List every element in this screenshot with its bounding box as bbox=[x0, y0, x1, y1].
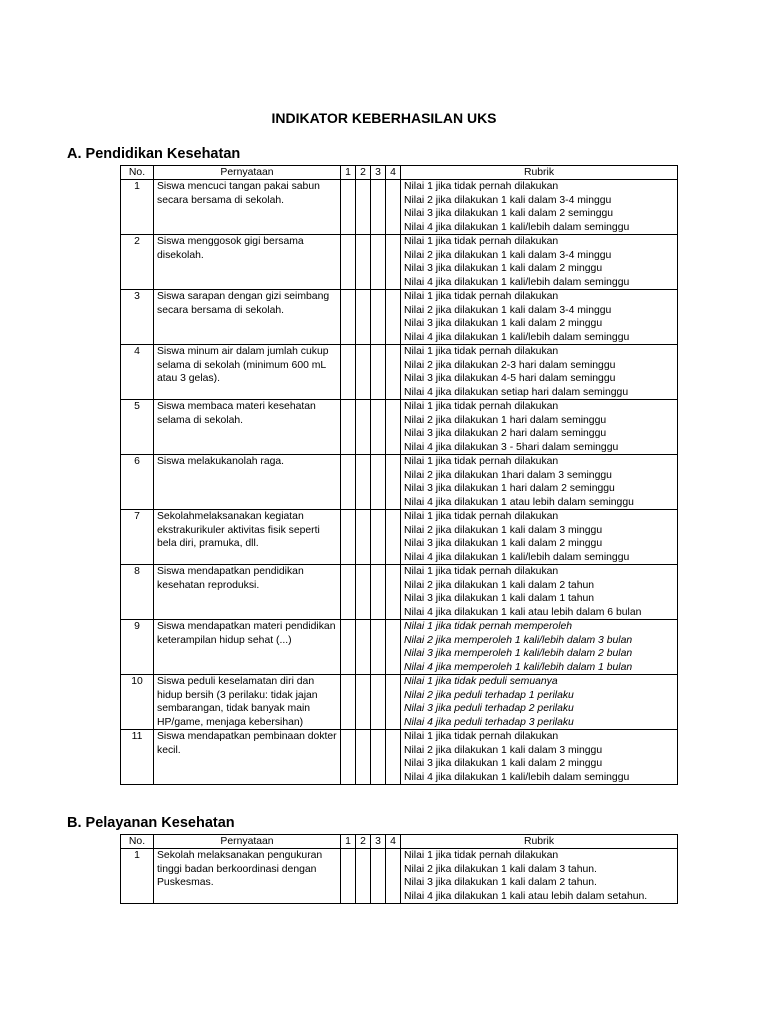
row-rubric bbox=[401, 620, 678, 675]
score-cell-3[interactable] bbox=[371, 849, 386, 904]
rubric-line: Nilai 4 jika dilakukan 1 kali/lebih dalam seminggu bbox=[404, 276, 630, 288]
score-cell-2[interactable] bbox=[356, 565, 371, 620]
rubric-line: Nilai 1 jika tidak pernah dilakukan bbox=[404, 236, 559, 247]
rubric-line: Nilai 4 jika dilakukan 1 kali/lebih dalam seminggu bbox=[404, 331, 630, 343]
rubric-line: Nilai 4 jika peduli terhadap 3 perilaku bbox=[404, 716, 574, 728]
score-cell-3[interactable] bbox=[371, 455, 386, 510]
rubric-line: Nilai 1 jika tidak pernah dilakukan bbox=[404, 511, 559, 522]
rubric-line: Nilai 2 jika peduli terhadap 1 perilaku bbox=[404, 689, 574, 701]
rubric-line: Nilai 2 jika dilakukan 2-3 hari dalam seminggu bbox=[404, 359, 616, 371]
score-cell-2[interactable] bbox=[356, 675, 371, 730]
row-statement: Siswa melakukanolah raga. bbox=[154, 455, 341, 510]
row-statement: Siswa minum air dalam jumlah cukup selama di sekolah (minimum 600 mL atau 3 gelas). bbox=[154, 345, 341, 400]
table-row bbox=[121, 345, 678, 400]
score-cell-4[interactable] bbox=[386, 565, 401, 620]
header-no: No. bbox=[121, 166, 154, 180]
header-rubric: Rubrik bbox=[401, 166, 678, 180]
row-rubric bbox=[401, 510, 678, 565]
score-cell-1[interactable] bbox=[341, 849, 356, 904]
table-header-row bbox=[121, 835, 678, 849]
score-cell-1[interactable] bbox=[341, 290, 356, 345]
rubric-line: Nilai 4 jika dilakukan 1 kali/lebih dalam seminggu bbox=[404, 551, 630, 563]
row-rubric bbox=[401, 400, 678, 455]
row-rubric bbox=[401, 290, 678, 345]
score-cell-2[interactable] bbox=[356, 455, 371, 510]
table-row bbox=[121, 290, 678, 345]
header-statement: Pernyataan bbox=[154, 835, 341, 849]
score-cell-1[interactable] bbox=[341, 620, 356, 675]
score-cell-3[interactable] bbox=[371, 290, 386, 345]
table-row bbox=[121, 730, 678, 785]
section-a-body bbox=[121, 180, 678, 785]
row-rubric bbox=[401, 849, 678, 904]
table-row bbox=[121, 510, 678, 565]
rubric-line: Nilai 2 jika dilakukan 1 kali dalam 3-4 minggu bbox=[404, 249, 612, 261]
rubric-line: Nilai 3 jika dilakukan 2 hari dalam seminggu bbox=[404, 428, 607, 439]
row-rubric bbox=[401, 180, 678, 235]
score-cell-1[interactable] bbox=[341, 455, 356, 510]
rubric-line: Nilai 1 jika tidak pernah dilakukan bbox=[404, 731, 559, 742]
score-cell-3[interactable] bbox=[371, 345, 386, 400]
rubric-line: Nilai 4 jika dilakukan 1 kali/lebih dalam seminggu bbox=[404, 771, 630, 783]
row-number: 9 bbox=[121, 620, 154, 675]
rubric-line: Nilai 3 jika peduli terhadap 2 perilaku bbox=[404, 703, 574, 714]
score-cell-3[interactable] bbox=[371, 180, 386, 235]
rubric-line: Nilai 1 jika tidak pernah dilakukan bbox=[404, 401, 559, 412]
rubric-line: Nilai 4 jika dilakukan 1 kali/lebih dalam seminggu bbox=[404, 221, 630, 233]
row-number: 2 bbox=[121, 235, 154, 290]
row-statement: Siswa mendapatkan materi pendidikan keterampilan hidup sehat (...) bbox=[154, 620, 341, 675]
rubric-line: Nilai 1 jika tidak pernah dilakukan bbox=[404, 181, 559, 192]
score-cell-4[interactable] bbox=[386, 290, 401, 345]
score-cell-4[interactable] bbox=[386, 510, 401, 565]
rubric-line: Nilai 1 jika tidak pernah dilakukan bbox=[404, 566, 559, 577]
rubric-line: Nilai 3 jika dilakukan 1 kali dalam 2 minggu bbox=[404, 758, 603, 769]
rubric-line: Nilai 2 jika dilakukan 1 kali dalam 3 tahun. bbox=[404, 863, 597, 875]
header-score-2: 2 bbox=[356, 166, 371, 180]
score-cell-1[interactable] bbox=[341, 565, 356, 620]
score-cell-1[interactable] bbox=[341, 730, 356, 785]
header-score-3: 3 bbox=[371, 166, 386, 180]
score-cell-2[interactable] bbox=[356, 510, 371, 565]
row-number: 4 bbox=[121, 345, 154, 400]
row-number: 1 bbox=[121, 180, 154, 235]
document-title: INDIKATOR KEBERHASILAN UKS bbox=[271, 110, 497, 126]
table-header-row bbox=[121, 166, 678, 180]
row-rubric bbox=[401, 675, 678, 730]
score-cell-2[interactable] bbox=[356, 235, 371, 290]
rubric-line: Nilai 2 jika dilakukan 1 kali dalam 3-4 minggu bbox=[404, 304, 612, 316]
score-cell-4[interactable] bbox=[386, 675, 401, 730]
table-row bbox=[121, 235, 678, 290]
score-cell-4[interactable] bbox=[386, 235, 401, 290]
table-row bbox=[121, 180, 678, 235]
rubric-line: Nilai 1 jika tidak pernah dilakukan bbox=[404, 456, 559, 467]
row-statement: Sekolahmelaksanakan kegiatan ekstrakurikuler aktivitas fisik seperti bela diri, pramuka, dll. bbox=[154, 510, 341, 565]
score-cell-2[interactable] bbox=[356, 620, 371, 675]
score-cell-4[interactable] bbox=[386, 730, 401, 785]
rubric-line: Nilai 3 jika dilakukan 1 kali dalam 2 minggu bbox=[404, 318, 603, 329]
header-score-2: 2 bbox=[356, 835, 371, 849]
table-row bbox=[121, 620, 678, 675]
rubric-line: Nilai 3 jika dilakukan 1 kali dalam 2 minggu bbox=[404, 263, 603, 274]
rubric-line: Nilai 4 jika dilakukan setiap hari dalam seminggu bbox=[404, 386, 629, 398]
table-row bbox=[121, 400, 678, 455]
score-cell-4[interactable] bbox=[386, 849, 401, 904]
score-cell-2[interactable] bbox=[356, 849, 371, 904]
score-cell-3[interactable] bbox=[371, 620, 386, 675]
rubric-line: Nilai 1 jika tidak peduli semuanya bbox=[404, 676, 558, 687]
rubric-line: Nilai 2 jika dilakukan 1hari dalam 3 seminggu bbox=[404, 469, 612, 481]
header-no: No. bbox=[121, 835, 154, 849]
rubric-line: Nilai 3 jika dilakukan 1 kali dalam 1 tahun bbox=[404, 593, 595, 604]
rubric-line: Nilai 1 jika tidak pernah dilakukan bbox=[404, 346, 559, 357]
row-statement: Siswa mendapatkan pembinaan dokter kecil. bbox=[154, 730, 341, 785]
row-statement: Siswa sarapan dengan gizi seimbang secara bersama di sekolah. bbox=[154, 290, 341, 345]
score-cell-4[interactable] bbox=[386, 455, 401, 510]
row-rubric bbox=[401, 565, 678, 620]
score-cell-1[interactable] bbox=[341, 675, 356, 730]
rubric-line: Nilai 1 jika tidak pernah dilakukan bbox=[404, 850, 559, 861]
row-statement: Sekolah melaksanakan pengukuran tinggi badan berkoordinasi dengan Puskesmas. bbox=[154, 849, 341, 904]
section-b-table bbox=[120, 834, 678, 904]
header-rubric: Rubrik bbox=[401, 835, 678, 849]
score-cell-1[interactable] bbox=[341, 235, 356, 290]
rubric-line: Nilai 1 jika tidak pernah memperoleh bbox=[404, 621, 573, 632]
rubric-line: Nilai 2 jika memperoleh 1 kali/lebih dalam 3 bulan bbox=[404, 634, 633, 646]
header-score-4: 4 bbox=[386, 166, 401, 180]
section-a-title: A. Pendidikan Kesehatan bbox=[67, 146, 241, 162]
rubric-line: Nilai 4 jika dilakukan 1 kali atau lebih dalam setahun. bbox=[404, 890, 648, 902]
score-cell-1[interactable] bbox=[341, 400, 356, 455]
row-rubric bbox=[401, 345, 678, 400]
score-cell-4[interactable] bbox=[386, 400, 401, 455]
score-cell-2[interactable] bbox=[356, 345, 371, 400]
section-b-body bbox=[121, 849, 678, 904]
row-number: 5 bbox=[121, 400, 154, 455]
score-cell-1[interactable] bbox=[341, 345, 356, 400]
row-number: 6 bbox=[121, 455, 154, 510]
score-cell-2[interactable] bbox=[356, 180, 371, 235]
rubric-line: Nilai 3 jika dilakukan 1 kali dalam 2 tahun. bbox=[404, 877, 597, 888]
rubric-line: Nilai 2 jika dilakukan 1 kali dalam 3 minggu bbox=[404, 744, 603, 756]
rubric-line: Nilai 2 jika dilakukan 1 hari dalam seminggu bbox=[404, 414, 607, 426]
row-number: 3 bbox=[121, 290, 154, 345]
header-score-1: 1 bbox=[341, 166, 356, 180]
table-row bbox=[121, 675, 678, 730]
score-cell-3[interactable] bbox=[371, 675, 386, 730]
section-a-table bbox=[120, 165, 678, 785]
row-rubric bbox=[401, 235, 678, 290]
score-cell-4[interactable] bbox=[386, 345, 401, 400]
row-number: 7 bbox=[121, 510, 154, 565]
row-rubric bbox=[401, 730, 678, 785]
rubric-line: Nilai 2 jika dilakukan 1 kali dalam 3-4 minggu bbox=[404, 194, 612, 206]
score-cell-4[interactable] bbox=[386, 620, 401, 675]
row-number: 1 bbox=[121, 849, 154, 904]
table-row bbox=[121, 455, 678, 510]
score-cell-1[interactable] bbox=[341, 510, 356, 565]
rubric-line: Nilai 3 jika dilakukan 1 kali dalam 2 seminggu bbox=[404, 208, 614, 219]
score-cell-4[interactable] bbox=[386, 180, 401, 235]
rubric-line: Nilai 3 jika memperoleh 1 kali/lebih dalam 2 bulan bbox=[404, 648, 633, 659]
header-score-3: 3 bbox=[371, 835, 386, 849]
table-row bbox=[121, 849, 678, 904]
row-number: 8 bbox=[121, 565, 154, 620]
score-cell-3[interactable] bbox=[371, 730, 386, 785]
score-cell-1[interactable] bbox=[341, 180, 356, 235]
score-cell-3[interactable] bbox=[371, 510, 386, 565]
rubric-line: Nilai 3 jika dilakukan 4-5 hari dalam seminggu bbox=[404, 373, 616, 384]
section-b-title: B. Pelayanan Kesehatan bbox=[67, 815, 235, 831]
rubric-line: Nilai 4 jika memperoleh 1 kali/lebih dalam 1 bulan bbox=[404, 661, 633, 673]
rubric-line: Nilai 2 jika dilakukan 1 kali dalam 2 tahun bbox=[404, 579, 595, 591]
row-statement: Siswa membaca materi kesehatan selama di sekolah. bbox=[154, 400, 341, 455]
rubric-line: Nilai 1 jika tidak pernah dilakukan bbox=[404, 291, 559, 302]
row-statement: Siswa menggosok gigi bersama disekolah. bbox=[154, 235, 341, 290]
header-score-4: 4 bbox=[386, 835, 401, 849]
row-number: 11 bbox=[121, 730, 154, 785]
rubric-line: Nilai 3 jika dilakukan 1 kali dalam 2 minggu bbox=[404, 538, 603, 549]
rubric-line: Nilai 4 jika dilakukan 1 atau lebih dalam seminggu bbox=[404, 496, 634, 508]
score-cell-2[interactable] bbox=[356, 290, 371, 345]
row-statement: Siswa peduli keselamatan diri dan hidup bersih (3 perilaku: tidak jajan sembarangan, tidak banyak main HP/game, menjaga kebersihan) bbox=[154, 675, 341, 730]
score-cell-2[interactable] bbox=[356, 400, 371, 455]
row-statement: Siswa mendapatkan pendidikan kesehatan reproduksi. bbox=[154, 565, 341, 620]
score-cell-3[interactable] bbox=[371, 235, 386, 290]
score-cell-3[interactable] bbox=[371, 565, 386, 620]
rubric-line: Nilai 4 jika dilakukan 1 kali atau lebih dalam 6 bulan bbox=[404, 606, 642, 618]
rubric-line: Nilai 4 jika dilakukan 3 - 5hari dalam seminggu bbox=[404, 441, 619, 453]
score-cell-2[interactable] bbox=[356, 730, 371, 785]
rubric-line: Nilai 2 jika dilakukan 1 kali dalam 3 minggu bbox=[404, 524, 603, 536]
row-rubric bbox=[401, 455, 678, 510]
table-row bbox=[121, 565, 678, 620]
header-score-1: 1 bbox=[341, 835, 356, 849]
row-number: 10 bbox=[121, 675, 154, 730]
header-statement: Pernyataan bbox=[154, 166, 341, 180]
row-statement: Siswa mencuci tangan pakai sabun secara bersama di sekolah. bbox=[154, 180, 341, 235]
rubric-line: Nilai 3 jika dilakukan 1 hari dalam 2 seminggu bbox=[404, 483, 615, 494]
score-cell-3[interactable] bbox=[371, 400, 386, 455]
